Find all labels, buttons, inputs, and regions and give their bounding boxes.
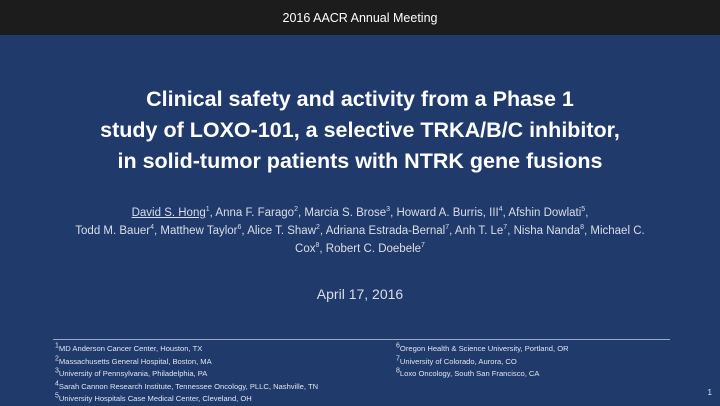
author-sup: 2 <box>294 206 298 214</box>
author-sep: , <box>319 243 326 255</box>
affiliation-sup: 4 <box>55 379 59 387</box>
affiliation-text: Massachusetts General Hospital, Boston, MA <box>58 356 212 366</box>
affiliation-sup: 5 <box>55 392 59 400</box>
author <box>326 243 425 255</box>
affiliation-text: Sarah Cannon Research Institute, Tennessee Oncology, PLLC, Nashville, TN <box>58 381 319 391</box>
author-name: Alice T. Shaw <box>247 225 317 237</box>
author <box>75 225 160 237</box>
author-name: Anh T. Le <box>454 225 504 237</box>
author-sep: , <box>297 207 305 219</box>
affiliation-text: MD Anderson Cancer Center, Houston, TX <box>58 344 203 353</box>
author-sup: 8 <box>580 224 584 232</box>
affiliation-sup: 8 <box>396 367 400 375</box>
author-sup: 4 <box>150 224 154 232</box>
affiliation-text: Oregon Health & Science University, Portland, OR <box>399 344 569 353</box>
affiliation <box>55 343 318 356</box>
author-sep: , <box>507 225 514 237</box>
affiliation-sup: 3 <box>55 367 59 375</box>
author-sep: , <box>502 207 509 219</box>
author-sup: 2 <box>316 224 320 232</box>
author-name: Todd M. Bauer <box>75 225 151 237</box>
affiliation-text: University of Pennsylvania, Philadelphia, PA <box>58 369 208 378</box>
author-sep: , <box>319 225 326 237</box>
page-number: 1 <box>707 388 712 397</box>
author-sup: 7 <box>421 242 425 250</box>
author-name: Marcia S. Brose <box>304 207 387 219</box>
author-name: Michael C. Cox <box>295 225 645 255</box>
title-line-1: Clinical safety and activity from a Phase 1 <box>146 87 574 111</box>
author <box>514 225 591 237</box>
author-sup: 7 <box>445 224 450 232</box>
author <box>304 207 396 219</box>
divider <box>53 339 670 340</box>
title-line-2: study of LOXO-101, a selective TRKA/B/C inhibitor, <box>100 118 620 142</box>
author-sup: 7 <box>503 224 508 232</box>
affiliation <box>55 393 318 406</box>
author-sup: 3 <box>386 206 391 214</box>
author-name: Nisha Nanda <box>513 225 581 237</box>
author-sup: 6 <box>237 224 242 232</box>
affiliation-text: University of Colorado, Aurora, CO <box>399 356 517 366</box>
author-sep: , <box>449 225 455 237</box>
affiliation <box>396 343 569 356</box>
author <box>455 225 514 237</box>
affiliation-sup: 7 <box>396 354 400 362</box>
author-name: Adriana Estrada-Bernal <box>325 225 446 237</box>
author-sep: , <box>390 207 397 219</box>
affiliations-left <box>55 343 318 406</box>
affiliation-text: Loxo Oncology, South San Francisco, CA <box>399 369 540 378</box>
author-name: Afshin Dowlati <box>508 207 582 219</box>
affiliation <box>55 381 318 394</box>
affiliation <box>55 368 318 381</box>
author-name: David S. Hong <box>131 207 206 219</box>
slide-title <box>0 84 720 177</box>
author <box>326 225 455 237</box>
affiliation <box>396 368 569 381</box>
author-name: Matthew Taylor <box>160 225 238 237</box>
author-sep: , <box>241 225 248 237</box>
author-sep: , <box>153 225 161 237</box>
author <box>132 207 216 219</box>
author-sep: , <box>583 225 591 237</box>
author-list <box>60 204 660 258</box>
affiliations-right <box>396 343 569 381</box>
affiliation-sup: 1 <box>55 342 59 350</box>
author-sup: 5 <box>581 206 586 214</box>
author-name: Robert C. Doebele <box>325 243 422 255</box>
title-line-3: in solid-tumor patients with NTRK gene fusions <box>117 149 603 173</box>
affiliation-sup: 6 <box>396 342 400 350</box>
author-sup: 8 <box>315 242 320 250</box>
author-name: Anna F. Farago <box>215 207 295 219</box>
presentation-date: April 17, 2016 <box>316 286 404 302</box>
author-sep: , <box>585 207 589 219</box>
author-name: Howard A. Burris, III <box>396 207 499 219</box>
affiliation <box>396 356 569 369</box>
author-sep: , <box>209 207 216 219</box>
author <box>396 207 508 219</box>
affiliation <box>55 356 318 369</box>
author-sup: 4 <box>498 206 503 214</box>
meeting-name: 2016 AACR Annual Meeting <box>282 10 438 25</box>
affiliation-text: University Hospitals Case Medical Center, Cleveland, OH <box>58 394 252 403</box>
affiliation-sup: 2 <box>55 354 59 362</box>
author <box>160 225 247 237</box>
author <box>508 207 588 219</box>
author-sup: 1 <box>205 206 210 214</box>
meeting-header <box>0 0 720 35</box>
author <box>247 225 326 237</box>
author <box>215 207 304 219</box>
